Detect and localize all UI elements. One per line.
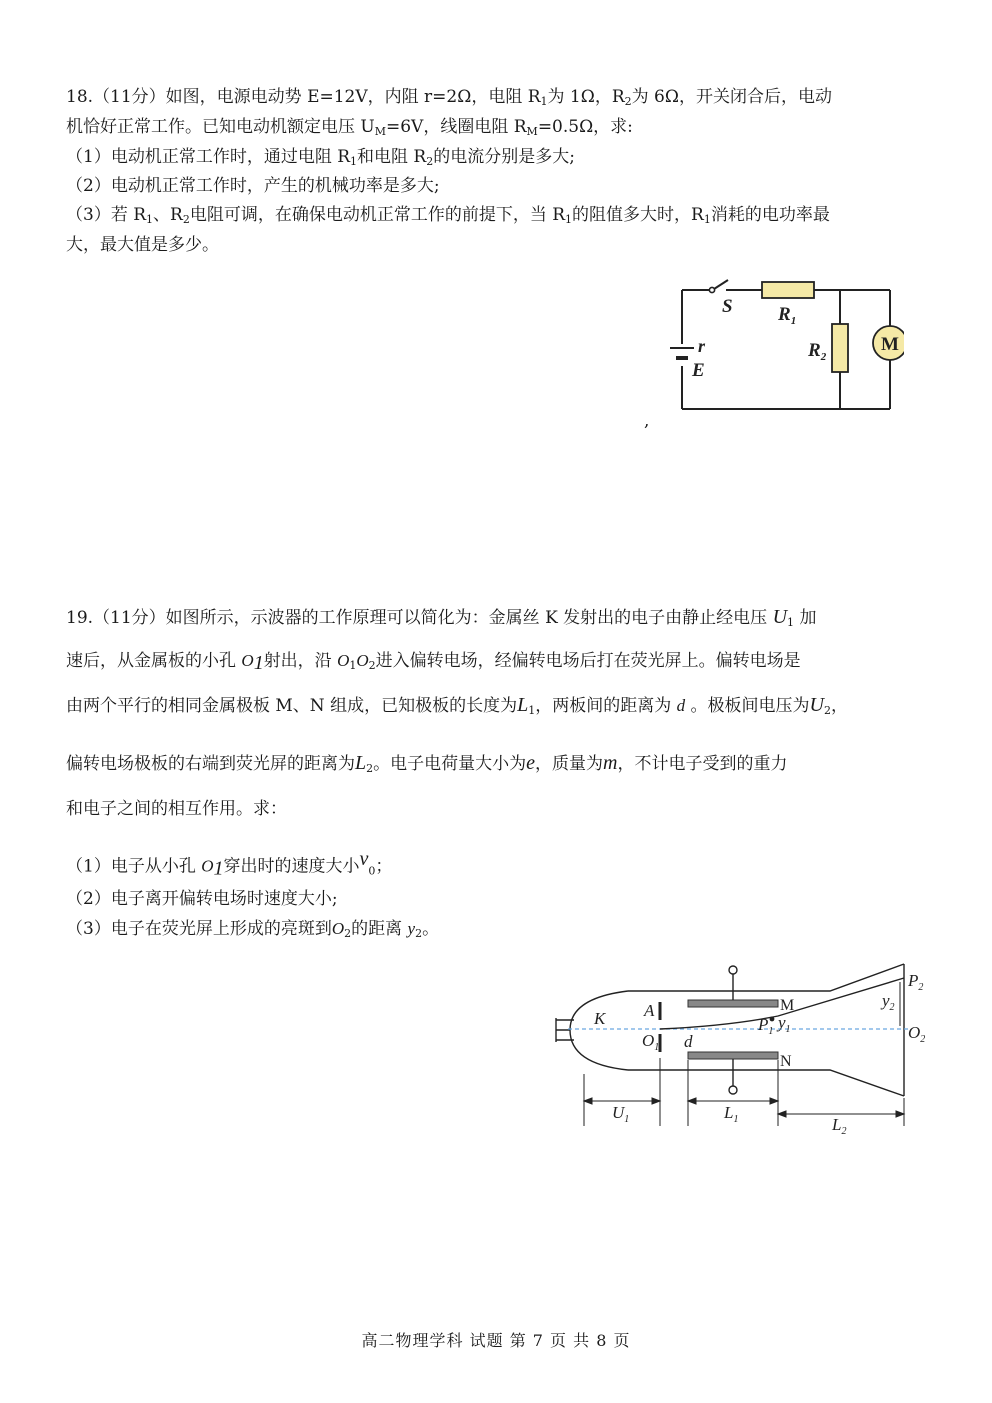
label-l2: $L_2$ [832, 1115, 847, 1137]
stray-comma: , [644, 411, 650, 431]
plate-m [688, 1000, 778, 1007]
resistor-r2 [832, 324, 848, 372]
q19-line-3: 由两个平行的相同金属极板 M、N 组成，已知极板的长度为$L_1$，两板间的距离为 d 。极板间电压为$U_2$， [66, 694, 848, 717]
circuit-diagram [664, 276, 904, 416]
label-emf: E [692, 360, 705, 381]
svg-text:M: M [881, 334, 899, 355]
q18-line-1: 18.（11分）如图，电源电动势 E=12V，内阻 r=2Ω，电阻 $R_1$为 1Ω，$R_2$为 6Ω，开关闭合后，电动 [66, 87, 832, 108]
oscilloscope-diagram [548, 958, 938, 1143]
page-footer: 高二物理学科 试题 第 7 页 共 8 页 [361, 1331, 631, 1350]
label-y1: $y_1$ [778, 1013, 791, 1035]
motor-symbol [873, 326, 904, 360]
q19-line-8: （3）电子在荧光屏上形成的亮斑到$O_2$的距离 $y_2$。 [66, 919, 440, 940]
label-n: N [780, 1053, 792, 1070]
q19-line-7: （2）电子离开偏转电场时速度大小; [66, 889, 338, 909]
label-l1: $L_1$ [724, 1103, 739, 1125]
label-k: K [594, 1009, 606, 1028]
label-o1: $O_1$ [642, 1031, 660, 1053]
tube-outline [628, 964, 904, 991]
label-m: M [780, 997, 795, 1014]
label-s: S [722, 296, 733, 317]
q18-line-4: （2）电动机正常工作时，产生的机械功率是多大; [66, 176, 440, 196]
label-u1: $U_1$ [612, 1103, 630, 1125]
q19-line-2: 速后，从金属板的小孔 $O_1$射出，沿 $O_1O_2$进入偏转电场，经偏转电场后打在荧光屏上。偏转电场是 [66, 651, 801, 674]
label-a: A [644, 1001, 655, 1020]
switch-symbol [709, 280, 728, 293]
label-p2: $P_2$ [908, 971, 924, 993]
label-o2: $O_2$ [908, 1023, 926, 1045]
resistor-r1 [762, 282, 814, 298]
q19-line-1: 19.（11分）如图所示，示波器的工作原理可以简化为：金属丝 K 发射出的电子由静止经电压 $U_1$ 加 [66, 606, 817, 629]
battery-symbol [670, 348, 694, 358]
q18-line-5: （3）若 $R_1$、$R_2$电阻可调，在确保电动机正常工作的前提下，当 $R_1$的阻值多大时，$R_1$消耗的电功率最 [66, 205, 830, 226]
plate-n [688, 1052, 778, 1059]
q18-line-2: 机恰好正常工作。已知电动机额定电压 $U_M=6V$，线圈电阻 $R_M=0.5\Omega$，求: [66, 117, 633, 138]
label-y2: $y_2$ [882, 991, 895, 1013]
label-r1: $R_1$ [778, 304, 797, 327]
q19-line-6: （1）电子从小孔 $O_1$穿出时的速度大小$^v_0$； [66, 848, 393, 880]
q18-line-6: 大，最大值是多少。 [66, 235, 219, 255]
label-p1: $P_1$ [758, 1015, 774, 1037]
q19-line-4: 偏转电场极板的右端到荧光屏的距离为$L_2$。电子电荷量大小为e，质量为m，不计电子受到的重力 [66, 752, 788, 775]
label-r2: $R_2$ [808, 340, 827, 363]
q19-line-5: 和电子之间的相互作用。求： [66, 799, 287, 819]
label-d: d [684, 1032, 693, 1051]
q18-line-3: （1）电动机正常工作时，通过电阻 $R_1$和电阻 $R_2$的电流分别是多大; [66, 147, 575, 168]
label-internal-r: r [698, 336, 706, 356]
